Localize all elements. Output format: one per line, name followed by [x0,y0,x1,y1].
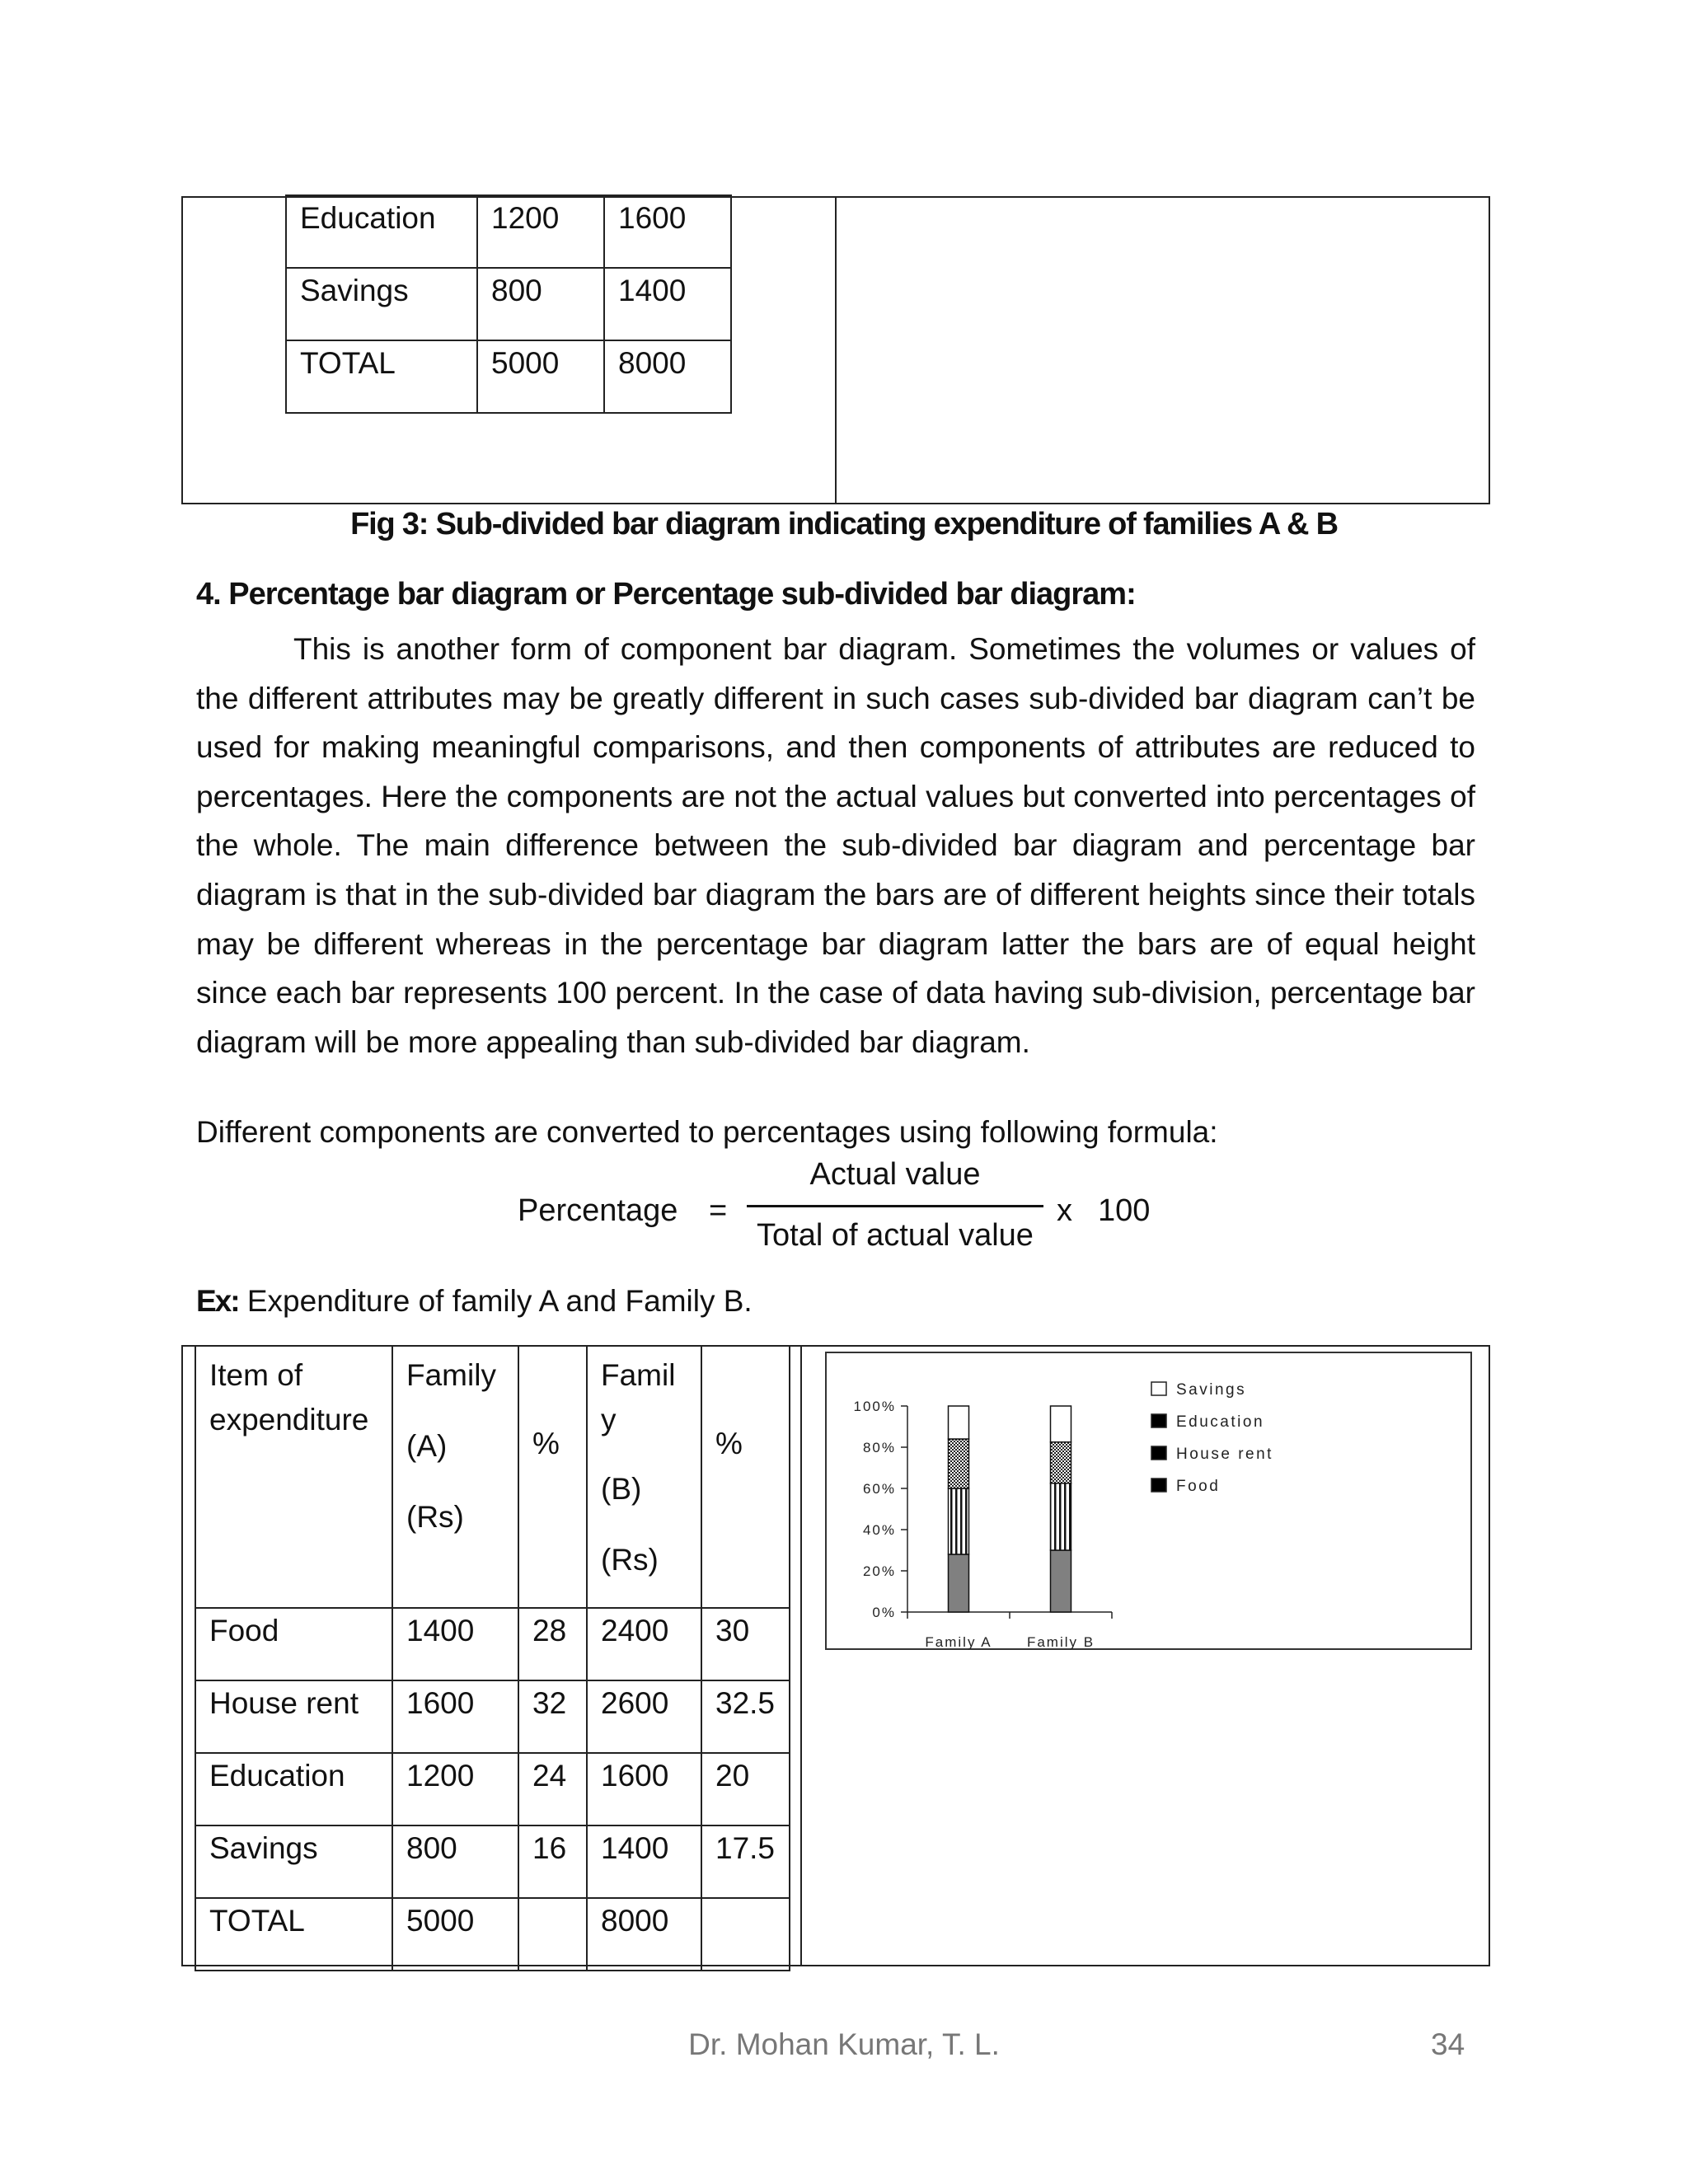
y-axis [854,1399,907,1620]
table-cell [518,1898,587,1971]
table-cell: 8000 [587,1898,701,1971]
formula-numerator: Actual value [809,1157,981,1192]
header-text: y [601,1403,617,1436]
bar-segment-house-rent [949,1488,969,1554]
table-cell: Savings [286,268,477,340]
table-cell: 28 [518,1608,587,1680]
legend-label: House rent [1176,1446,1273,1463]
table-cell: 1400 [392,1608,518,1680]
table-cell: 800 [392,1825,518,1898]
table-row [286,340,731,413]
header-family-a [392,1346,518,1608]
chart-canvas [827,1353,1474,1652]
table-cell: 5000 [477,340,604,413]
table-cell: 32 [518,1680,587,1753]
table-row [195,1608,790,1680]
legend-label: Education [1176,1413,1265,1431]
legend-swatch-savings [1151,1382,1166,1395]
header-pct-b: % [701,1346,790,1608]
table-row [286,268,731,340]
header-text: (B) [601,1472,642,1506]
bar-segment-savings [949,1406,969,1439]
bar-segment-food [1051,1550,1071,1612]
table-header-row [195,1346,790,1608]
expenditure-table [195,1345,790,1971]
table-row [195,1753,790,1825]
legend-swatch-house-rent [1151,1446,1166,1460]
y-tick-label: 80% [862,1440,896,1455]
header-text: expenditure [209,1403,369,1436]
table-cell: 1400 [604,268,731,340]
table-cell: TOTAL [195,1898,392,1971]
table-cell: 17.5 [701,1825,790,1898]
table-row [195,1825,790,1898]
table-cell: 5000 [392,1898,518,1971]
header-text: Famil [601,1358,676,1392]
header-pct-a: % [518,1346,587,1608]
body-paragraph: This is another form of component bar diagram. Sometimes the volumes or values of the different attributes may be greatly different in such cases sub-divided bar diagram can’t be used for making meaningful comparisons, and then components of attributes are reduced to percentages. Here the components are not the actual values but converted into percentages of the whole. The main difference between the sub-divided bar diagram and percentage bar diagram is that in the sub-divided bar diagram the bars are of different heights since their totals may be different whereas in the percentage bar diagram latter the bars are of equal height since each bar represents 100 percent. In the case of data having sub-division, percentage bar diagram will be more appealing than sub-divided bar diagram. [196,632,1475,1059]
table-cell: 1600 [587,1753,701,1825]
table-cell: 1400 [587,1825,701,1898]
table-cell: 800 [477,268,604,340]
table-cell: TOTAL [286,340,477,413]
y-tick-label: 20% [862,1563,896,1579]
example-text: Expenditure of family A and Family B. [238,1284,753,1318]
table-cell: 2400 [587,1608,701,1680]
bar-segment-food [949,1554,969,1612]
formula-intro: Different components are converted to percentages using following formula: [196,1115,1218,1149]
formula-equals: = [709,1193,728,1228]
y-tick-label: 60% [862,1481,896,1497]
table-row [195,1898,790,1971]
percentage-bar-chart [825,1352,1472,1650]
table-cell: 32.5 [701,1680,790,1753]
table-cell: 1600 [392,1680,518,1753]
x-axis [907,1612,1112,1619]
table-cell: Savings [195,1825,392,1898]
bar-segment-education [1051,1442,1071,1483]
table-cell: 20 [701,1753,790,1825]
legend-label: Savings [1176,1381,1247,1399]
percentage-formula [518,1157,1177,1259]
page-number: 34 [1431,2027,1465,2061]
figure-caption: Fig 3: Sub-divided bar diagram indicating expenditure of families A & B [350,507,1338,541]
header-text: Item of [209,1358,303,1392]
header-text: (Rs) [406,1500,464,1534]
table-cell: 2600 [587,1680,701,1753]
formula-multiplier: 100 [1098,1193,1151,1228]
formula-denominator: Total of actual value [757,1218,1034,1253]
table-cell: 1600 [604,195,731,268]
table-cell: 8000 [604,340,731,413]
header-text: Family [406,1358,496,1392]
figure-3-divider [835,196,837,504]
y-tick-label: 100% [853,1399,896,1414]
figure-3-table [285,194,732,414]
example-label: Ex: [196,1284,239,1318]
table-cell: Food [195,1608,392,1680]
bar-segment-education [949,1439,969,1488]
bar-segment-house-rent [1051,1483,1071,1550]
table-row [195,1680,790,1753]
table-cell: Education [195,1753,392,1825]
table-cell: Education [286,195,477,268]
frame-divider [800,1345,802,1966]
table-cell: 30 [701,1608,790,1680]
legend-swatch-education [1151,1414,1166,1427]
legend-label: Food [1176,1478,1221,1495]
x-tick-label: Family B [1026,1634,1095,1650]
formula-lhs: Percentage [518,1193,678,1228]
table-cell: 16 [518,1825,587,1898]
formula-times: x [1057,1193,1072,1228]
table-cell: 1200 [392,1753,518,1825]
footer-author: Dr. Mohan Kumar, T. L. [688,2027,1000,2061]
table-row [286,195,731,268]
table-cell: 1200 [477,195,604,268]
fraction-bar [747,1205,1043,1207]
header-text: (A) [406,1429,448,1463]
header-text: (Rs) [601,1543,659,1577]
bar-segment-savings [1051,1406,1071,1442]
section-heading: 4. Percentage bar diagram or Percentage sub-divided bar diagram: [196,577,1136,612]
table-cell: House rent [195,1680,392,1753]
chart-legend [1151,1381,1273,1495]
header-item [195,1346,392,1608]
legend-swatch-food [1151,1479,1166,1492]
y-tick-label: 0% [872,1605,896,1620]
table-cell [701,1898,790,1971]
example-line [196,1284,753,1319]
x-tick-label: Family A [925,1634,992,1650]
table-cell: 24 [518,1753,587,1825]
y-tick-label: 40% [862,1522,896,1538]
header-family-b [587,1346,701,1608]
